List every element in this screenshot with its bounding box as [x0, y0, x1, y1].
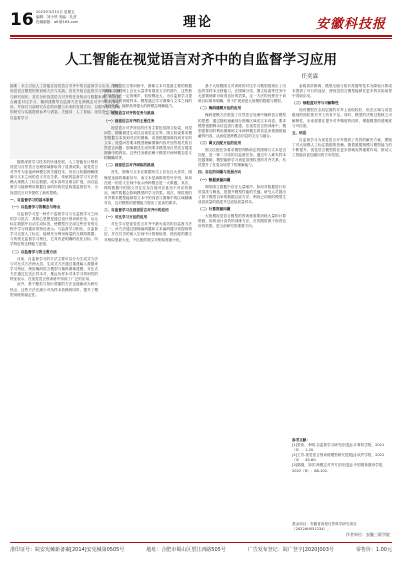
article-abstract: 摘要：本文讨论人工智能在视觉语言对齐中的自监督学习应用，研究视觉语言模型的预训练方法与实践。首先介绍自监督学习的基本原理与研究现状，其次分析视觉语言对齐的任务特点与数据来源，再次重点阐述对比学习、掩码建模等自监督方法在跨模态对齐中的具体应用，并探讨当前研究存在的问题与未来的发展方向，以期为相关领域的研究与实践提供参考与借鉴。关键词：人工智能；视觉语言对齐；自监督学习: [10, 84, 120, 120]
references-heading: 参考文献：: [292, 438, 310, 442]
paragraph: 随着深度学习技术的快速发展，人工智能在计算机视觉与自然语言处理领域都取得了显著成果。视觉语言对齐作为连接两种模态的关键技术，旨在让机器理解图像与文本之间的语义对应关系。传统的监督学习方法依赖大规模人工标注数据，成本高昂且难以扩展，而自监督学习能够利用数据自身的结构信息构建监督信号，为视觉语言对齐提供了新的思路。: [10, 160, 98, 195]
reference-item: [3]陈刚，刘洋.跨模态对齐方法综述[J].中国图象图形学报，2022（8）：88-102.: [292, 463, 386, 473]
editor-line: 编辑：刘小昂 美编：孔淳: [36, 15, 77, 20]
page-footer: [10, 546, 392, 553]
footer-ad-license: 广告发布登记：皖广登字[2020]003号: [247, 547, 334, 553]
footer-rule: [10, 542, 392, 543]
subheading: （一）视觉语言对齐的主要任务: [104, 118, 155, 123]
paragraph: 对比学习是视觉语言对齐中最为成功的自监督方法之一。该方法通过图像编码器和文本编码器分别提取特征，并在共享的嵌入空间中计算相似度，使匹配的图文对相似度最大化，不匹配的图文对相似度最小化。: [104, 222, 192, 242]
article-author: 任奕霖: [301, 74, 318, 80]
subheading: 一、自监督学习的基本原理: [10, 197, 54, 202]
paragraph: 此外，基于聚类与知识蒸馏的方法也逐渐成为研究热点，这些方法在减少对负样本依赖的同时，提升了模型训练的稳定性。: [10, 282, 98, 297]
date-line: 2023年3月10日 星期五: [36, 10, 75, 14]
paragraph: 基于大规模图文对训练的对比学习模型展现出了出色的零样本迁移能力，在图像分类、图文检索等任务中无需微调即可取得良好的效果。这一方法的优势在于训练目标简单明确，易于扩展到更大规模的数据与模型。: [198, 84, 286, 104]
paragraph: 目前，自监督学习的方法主要可以分为生成式方法与对比式方法两大类。生成式方法通过重建输入数据来学习特征，例如掩码语言模型与掩码图像建模；对比式方法通过拉近正样本对、推远负样本对来学习判别性的特征表示，在视觉语言预训练中得到了广泛的应用。: [10, 256, 98, 281]
subheading: （一）自监督学习的概念与特点: [10, 204, 61, 209]
author-affiliation: 作者单位：安徽三联学院: [346, 532, 390, 537]
paragraph: 视觉语言对齐涉及的任务主要包括图文检索、视觉问答、图像描述生成以及视觉定位等。图文检索要求模型根据文本找到对应的图像，或者根据图像找到对应的文本；视觉问答要求模型理解图像内容并回答相关的自然语言问题；图像描述生成则要求模型用自然语言描述图像中的内容。这些任务都依赖于模型对两种模态语义的精确对齐。: [104, 125, 192, 161]
subheading: 五、结语: [292, 130, 307, 135]
references: [292, 438, 392, 520]
subheading: （二）掩码建模方法的应用: [198, 106, 242, 111]
page-number: 16: [10, 10, 34, 30]
subheading: （三）细粒度对齐与可解释性: [292, 101, 339, 106]
subheading: 三、自监督学习在视觉语言对齐中的应用: [104, 208, 169, 213]
page-header: [10, 10, 392, 34]
text-column-2: [104, 84, 192, 526]
newspaper-masthead: 安徽科技报: [315, 17, 386, 32]
paragraph: 图文匹配任务要求模型判断给定的图像与文本是否匹配，是一种二分类的自监督任务。通过引入难负样本挖掘策略，模型能够学习到更加细粒度的对齐关系，有效提升了在复杂场景下的理解能力。: [198, 148, 286, 168]
reference-item: [1]张伟，李明.自监督学习研究综述[J].计算机学报，2021（5）：1-20.: [292, 443, 385, 453]
footer-address: 地址：合肥市蜀山区望江西路505号: [146, 547, 226, 553]
subheading: （一）对比学习方法的应用: [104, 215, 148, 220]
paragraph: 现有模型在全局层面的对齐上表现较好，但在区域与词语级别的细粒度对齐上仍有不足。同时，模型的决策过程缺乏可解释性，未来需要在提升对齐精度的同时，增强模型的透明度与可信度。: [292, 108, 392, 128]
text-column-1: [10, 160, 98, 526]
paragraph: 参数高效微调、模型压缩与知识蒸馏等技术为降低计算成本提供了可行的途径，使视觉语言模型能够在更多的实际场景中得到应用。: [292, 84, 392, 99]
reference-item: [2]王芳.视觉语言预训练模型研究进展[J].软件学报，2022（3）：45-60.: [292, 453, 385, 463]
subheading: （一）数据质量问题: [198, 177, 231, 182]
subheading: （二）计算资源问题: [198, 206, 231, 211]
issue-meta: [36, 10, 78, 26]
subheading: （三）图文匹配方法的应用: [198, 140, 242, 145]
subheading: 四、存在的问题与发展方向: [198, 170, 242, 175]
header-rule: [10, 35, 392, 37]
subheading: （二）视觉语言对齐面临的挑战: [104, 163, 155, 168]
header-rule-thin: [10, 38, 392, 39]
paragraph: 掩码建模方法借鉴了自然语言处理中掩码语言模型的思想，通过随机遮蔽部分图像区域或文本词语，要求模型根据剩余信息进行重建。在视觉语言预训练中，模型需要同时利用图像和文本两种模态的信息来预测被遮蔽的内容，从而促进跨模态信息的交互与融合。: [198, 113, 286, 138]
paragraph: 自监督学习是一种介于监督学习与无监督学习之间的学习范式，其核心思想是通过设计预训练任务，从无标注数据中自动生成标签，使模型在完成这些任务的过程中学习到通用的特征表示。与监督学习相比，自监督学习无需人工标注，能够充分利用海量的互联网数据；与传统无监督学习相比，它具有更明确的优化目标，所学特征的迁移能力更强。: [10, 211, 98, 247]
funding-note: 基金项目：安徽省高校自然科学研究项目（2022AH051234）。: [292, 522, 357, 531]
subheading: （二）自监督学习的主要方法: [10, 249, 57, 254]
paragraph: 网络图文数据中存在大量噪声，如何对数据进行有效清洗与筛选，是提升模型性能的关键。研究人员提出了基于模型自举的数据过滤方法，利用已训练的模型生成高质量的描述并过滤低质量样本。: [198, 184, 286, 204]
email-line: 投稿邮箱：afr@163.com: [36, 20, 79, 25]
paragraph: 首先，图像与文本在数据形式上存在巨大差异，图像是连续的像素信号，而文本是离散的符号序列，如何在统一的语义空间中表示两种模态是一大难题。其次，网络数据中的图文对往往存在弱对应甚至不对应的情况，噪声数据会影响模型的学习效果。再次，细粒度的对齐要求模型能够将文本中的词语与图像中的区域精确对应，这对模型的建模能力提出了更高的要求。: [104, 170, 192, 205]
article-title: 人工智能在视觉语言对齐中的自监督学习应用: [65, 52, 337, 68]
paragraph: 在视觉语言预训练中，图像文本对是最主要的数据来源。互联网上存在大量带有描述文字的图片，这些数据虽然存在一定的噪声，但规模庞大，为自监督学习提供了充足的训练样本。模型通过学习图像与文本之间的对应关系，能够获得强大的跨模态理解能力。: [104, 84, 192, 109]
section-title: 理论: [183, 15, 214, 30]
text-column-4: [292, 84, 392, 434]
paragraph: 自监督学习为视觉语言对齐提供了有效的解决方案，摆脱了对大规模人工标注数据的依赖。随着数据规模与模型能力的不断提升，视觉语言模型将在更多领域发挥重要作用，推动人工智能向更加通用的方向发展。: [292, 137, 392, 158]
footer-price: 零售价：1.00元: [355, 547, 392, 553]
footer-license: 准印证号：皖安宪械新备案[2014]安宪械第0505号: [10, 547, 125, 553]
subheading: 二、视觉语言对齐的任务与挑战: [104, 111, 155, 116]
text-column-3: [198, 84, 286, 526]
paragraph: 大规模视觉语言模型的预训练需要消耗大量的计算资源，如何设计高效的训练方法，在有限资源下取得良好的效果，是当前研究的重要方向。: [198, 214, 286, 229]
